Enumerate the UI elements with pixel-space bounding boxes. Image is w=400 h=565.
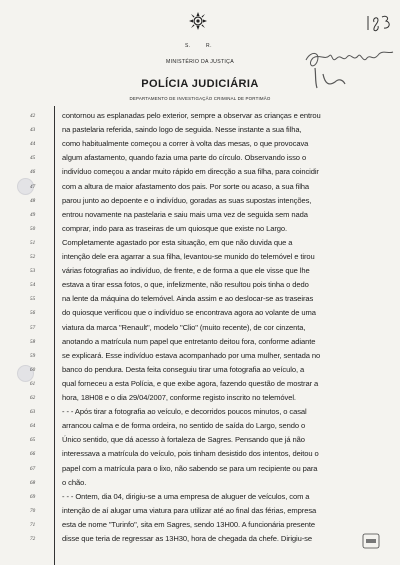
statement-line xyxy=(0,124,400,136)
statement-line xyxy=(0,166,400,178)
handwritten-signature xyxy=(303,42,395,90)
line-number: 67 xyxy=(30,465,36,472)
statement-line xyxy=(0,152,400,164)
line-text: intenção dele era agarrar a sua filha, levantou-se munido do telemóvel e tirou xyxy=(62,252,315,261)
department-name: DEPARTAMENTO DE INVESTIGAÇÃO CRIMINAL DE PORTIMÃO xyxy=(129,96,271,101)
line-number: 48 xyxy=(30,197,36,204)
ministry-name: MINISTÉRIO DA JUSTIÇA xyxy=(166,59,234,65)
line-text: estava a tirar essa fotos, o que, infelizmente, não resultou pois tinha o dedo xyxy=(62,280,309,290)
statement-line xyxy=(0,251,400,263)
line-text: hora, 18H08 e o dia 29/04/2007, conforme registo inscrito no telemóvel. xyxy=(62,393,296,402)
line-text: parou junto ao depoente e o indivíduo, goradas as suas supostas intenções, xyxy=(62,195,312,205)
line-number: 63 xyxy=(30,409,36,416)
line-text: entrou novamente na pastelaria e saiu mais uma vez de seguida sem nada xyxy=(62,209,308,219)
agency-title: POLÍCIA JUDICIÁRIA xyxy=(141,78,259,90)
statement-line xyxy=(0,293,400,305)
line-number: 62 xyxy=(30,395,36,401)
line-number: 61 xyxy=(30,380,36,387)
line-text: do quiosque verificou que o indivíduo se encontrava agora ao volante de uma xyxy=(62,308,316,318)
statement-line xyxy=(0,533,400,545)
line-text: - - - Após tirar a fotografia ao veículo, e decorridos poucos minutos, o casal xyxy=(62,407,307,417)
statement-line xyxy=(0,477,400,489)
statement-line xyxy=(0,279,400,291)
handwritten-page-number xyxy=(364,12,394,34)
line-number: 60 xyxy=(30,366,36,373)
line-number: 46 xyxy=(30,169,36,176)
statement-line xyxy=(0,420,400,432)
line-number: 71 xyxy=(30,521,36,528)
statement-line xyxy=(0,209,400,221)
line-text: Completamente agastado por esta situação, em que não duvida que a xyxy=(62,237,293,247)
line-number: 66 xyxy=(30,451,36,458)
line-text: viatura da marca "Renault", modelo "Clio" (muito recente), de cor cinzenta, xyxy=(62,322,306,332)
line-number: 55 xyxy=(30,296,36,303)
statement-line xyxy=(0,307,400,319)
line-text: intenção de aí alugar uma viatura para utilizar até ao final das férias, empresa xyxy=(62,505,317,515)
line-text: com a altura de maior afastamento dos pais. Por sorte ou acaso, a sua filha xyxy=(62,181,310,191)
line-text: disse que teria de regressar as 13H30, hora de chegada da chefe. Dirigiu-se xyxy=(62,534,312,543)
line-number: 50 xyxy=(30,225,36,232)
line-text: Único sentido, que dá acesso à fortaleza de Sagres. Pensando que já não xyxy=(62,435,305,445)
statement-line xyxy=(0,195,400,207)
line-number: 68 xyxy=(30,479,36,486)
line-text: - - - Ontem, dia 04, dirigiu-se a uma empresa de aluguer de veículos, com a xyxy=(62,491,310,501)
statement-line xyxy=(0,491,400,503)
statement-line xyxy=(0,463,400,475)
line-number: 59 xyxy=(30,352,36,359)
statement-line xyxy=(0,181,400,193)
seal-letter-left: S. xyxy=(185,43,191,49)
line-text: anotando a matrícula num papel que entretanto deitou fora, conforme adiante xyxy=(62,336,316,346)
registry-stamp-icon xyxy=(362,533,380,549)
line-number: 69 xyxy=(30,493,36,500)
line-text: banco do pendura. Desta feita conseguiu tirar uma fotografia ao veículo, a xyxy=(62,364,305,374)
statement-line xyxy=(0,505,400,517)
statement-line xyxy=(0,406,400,418)
statement-line xyxy=(0,322,400,334)
line-number: 65 xyxy=(30,437,36,444)
statement-line xyxy=(0,519,400,531)
line-text: esta de nome "Turinfo", sita em Sagres, sendo 13H00. A funcionária presente xyxy=(62,519,315,529)
statement-line xyxy=(0,392,400,404)
line-number: 42 xyxy=(30,113,36,119)
statement-line xyxy=(0,223,400,235)
line-text: como habitualmente começou a correr à volta das mesas, o que provocava xyxy=(62,139,309,149)
coat-of-arms-icon xyxy=(187,10,209,32)
statement-line xyxy=(0,364,400,376)
line-number: 49 xyxy=(30,211,36,218)
seal-letter-right: R. xyxy=(206,43,212,49)
line-number: 53 xyxy=(30,268,36,275)
line-number: 64 xyxy=(30,423,36,430)
line-number: 54 xyxy=(30,282,36,289)
statement-line xyxy=(0,265,400,277)
line-text: na lente da máquina do telemóvel. Ainda assim e ao deslocar-se as traseiras xyxy=(62,294,314,304)
line-text: indivíduo começou a andar muito rápido em direcção a sua filha, para coincidir xyxy=(62,167,319,177)
statement-line xyxy=(0,434,400,446)
line-text: várias fotografias ao indivíduo, de frente, e de forma a que ele visse que lhe xyxy=(62,266,310,276)
line-number: 47 xyxy=(30,183,36,190)
statement-line xyxy=(0,448,400,460)
line-number: 44 xyxy=(30,141,36,148)
line-text: qual forneceu a esta Polícia, e que exibe agora, fazendo questão de mostrar a xyxy=(62,378,319,388)
line-number: 72 xyxy=(30,536,36,542)
statement-line xyxy=(0,110,400,122)
line-number: 57 xyxy=(30,324,36,331)
line-text: papel com a matrícula para o lixo, não sabendo se para um recipiente ou para xyxy=(62,463,318,473)
line-text: arrancou calma e de forma ordeira, no sentido de saída do Largo, sendo o xyxy=(62,421,306,431)
line-number: 58 xyxy=(30,338,36,345)
line-number: 56 xyxy=(30,310,36,317)
line-number: 43 xyxy=(30,127,36,134)
line-text: comprar, indo para as traseiras de um quiosque que existe no Largo. xyxy=(62,223,288,233)
line-text: se explicará. Esse indivíduo estava acompanhado por uma mulher, sentada no xyxy=(62,350,321,360)
statement-line xyxy=(0,336,400,348)
statement-line xyxy=(0,237,400,249)
line-number: 70 xyxy=(30,507,36,514)
line-number: 52 xyxy=(30,254,36,260)
statement-line xyxy=(0,138,400,150)
line-text: algum afastamento, quando fazia uma parte do círculo. Observando isso o xyxy=(62,153,307,163)
line-text: o chão. xyxy=(62,477,87,487)
statement-line xyxy=(0,350,400,362)
statement-line xyxy=(0,378,400,390)
line-text: na pastelaria referida, saindo logo de seguida. Nesse instante a sua filha, xyxy=(62,125,302,135)
line-text: contornou as esplanadas pelo exterior, sempre a observar as crianças e entrou xyxy=(62,111,321,120)
line-number: 51 xyxy=(30,239,36,246)
line-text: interessava a matrícula do veículo, pois tinham desistido dos intentos, deitou o xyxy=(62,449,319,459)
line-number: 45 xyxy=(30,155,36,162)
